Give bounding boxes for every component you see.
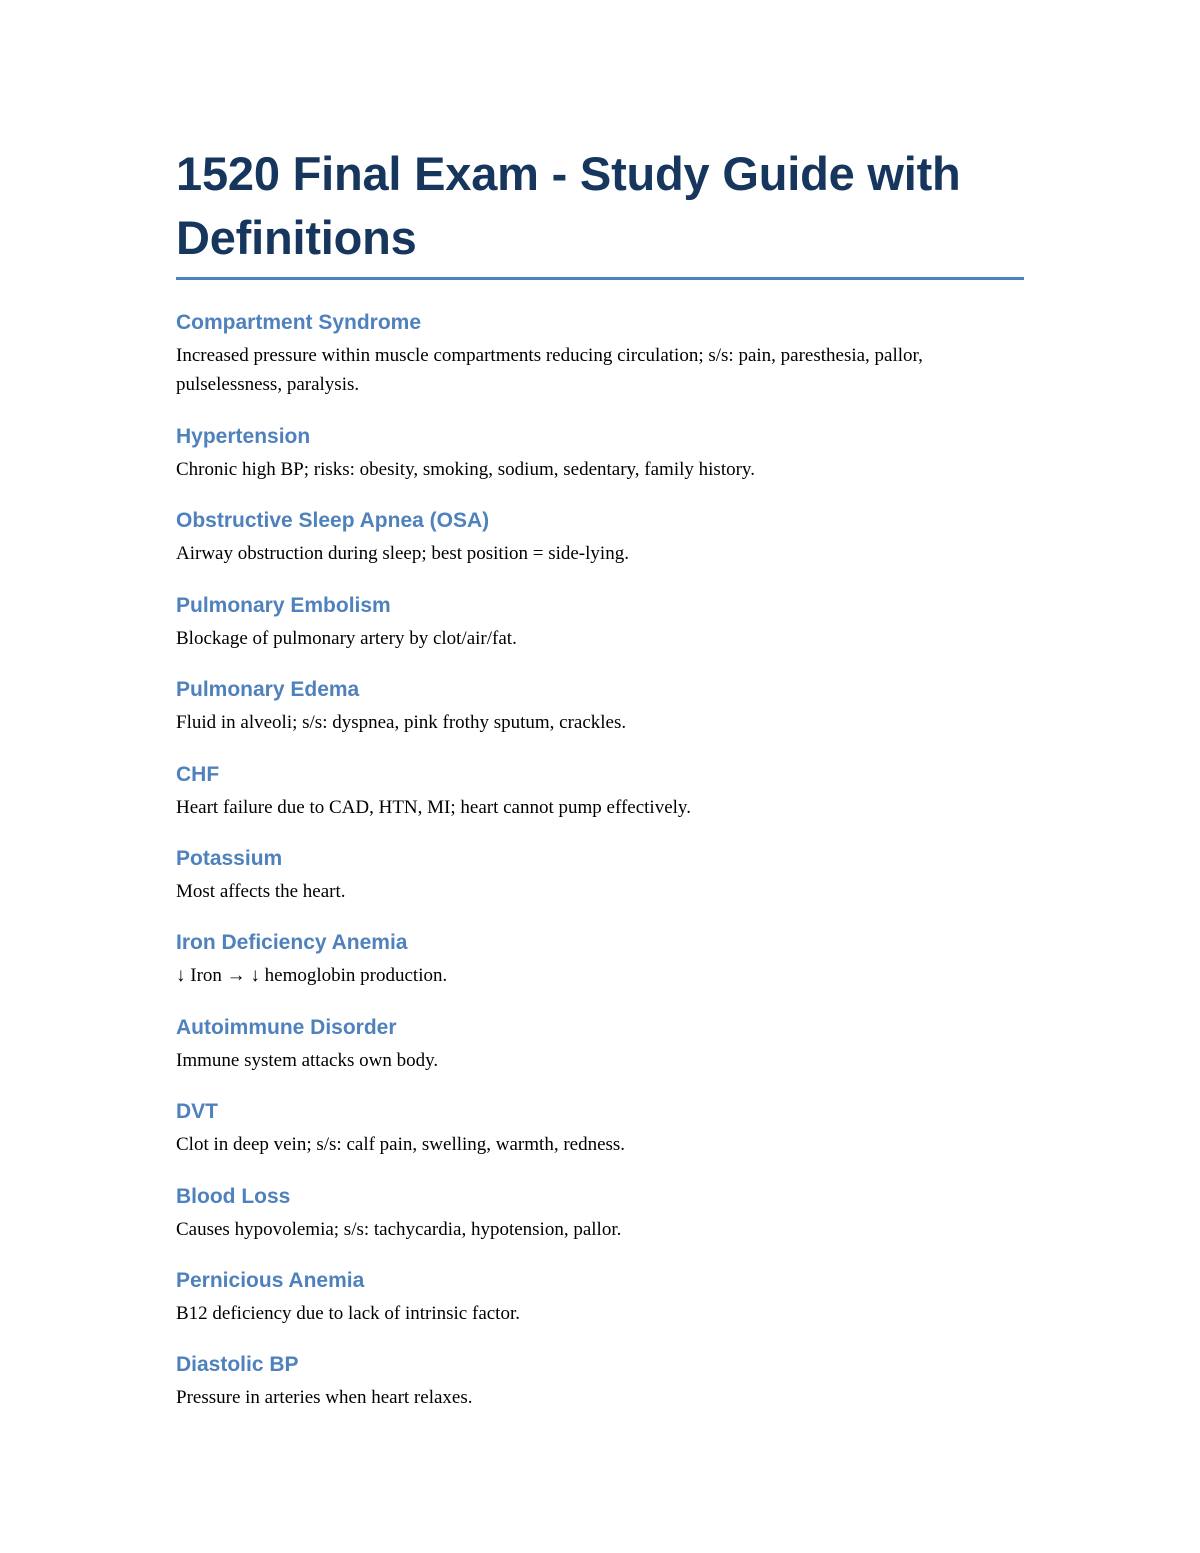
definition-entry xyxy=(176,844,1026,928)
term-heading: Pulmonary Embolism xyxy=(176,593,391,617)
definition-entry xyxy=(176,675,1026,759)
term-definition: Blockage of pulmonary artery by clot/air/fat. xyxy=(176,627,517,649)
term-heading: Blood Loss xyxy=(176,1184,291,1208)
term-definition: Most affects the heart. xyxy=(176,880,346,902)
term-definition: Pressure in arteries when heart relaxes. xyxy=(176,1387,473,1409)
definition-entry xyxy=(176,422,1026,506)
term-heading: Obstructive Sleep Apnea (OSA) xyxy=(176,509,490,533)
term-definition: Airway obstruction during sleep; best position = side-lying. xyxy=(176,543,629,565)
term-heading: Pernicious Anemia xyxy=(176,1268,365,1292)
term-heading: Hypertension xyxy=(176,425,311,448)
term-heading: Pulmonary Edema xyxy=(176,678,360,702)
term-heading: CHF xyxy=(176,762,220,786)
term-heading: Potassium xyxy=(176,846,283,870)
term-definition: Increased pressure within muscle compartments reducing circulation; s/s: pain, paresthesia, pallor, pulselessness, paralysis. xyxy=(176,345,923,395)
term-heading: Compartment Syndrome xyxy=(176,311,422,334)
title-underline xyxy=(176,277,1024,280)
definition-list xyxy=(176,308,1026,1435)
document-title: 1520 Final Exam - Study Guide with Definitions xyxy=(176,147,961,264)
term-definition: B12 deficiency due to lack of intrinsic factor. xyxy=(176,1302,520,1324)
term-definition: Fluid in alveoli; s/s: dyspnea, pink frothy sputum, crackles. xyxy=(176,712,627,734)
definition-entry xyxy=(176,506,1026,590)
term-definition: Clot in deep vein; s/s: calf pain, swelling, warmth, redness. xyxy=(176,1134,626,1156)
document-page xyxy=(176,142,1026,1435)
term-heading: DVT xyxy=(176,1100,218,1124)
term-definition: Causes hypovolemia; s/s: tachycardia, hypotension, pallor. xyxy=(176,1218,622,1240)
definition-entry xyxy=(176,591,1026,675)
term-heading: Autoimmune Disorder xyxy=(176,1015,397,1039)
definition-entry xyxy=(176,1097,1026,1181)
term-definition: Immune system attacks own body. xyxy=(176,1049,439,1071)
definition-entry xyxy=(176,1182,1026,1266)
term-heading: Diastolic BP xyxy=(176,1353,299,1377)
term-heading: Iron Deficiency Anemia xyxy=(176,931,408,955)
term-definition: ↓ Iron → ↓ hemoglobin production. xyxy=(176,965,448,987)
definition-entry xyxy=(176,308,1026,422)
definition-entry xyxy=(176,760,1026,844)
definition-entry xyxy=(176,1350,1026,1434)
definition-entry xyxy=(176,1013,1026,1097)
term-definition: Chronic high BP; risks: obesity, smoking, sodium, sedentary, family history. xyxy=(176,459,755,480)
term-definition: Heart failure due to CAD, HTN, MI; heart cannot pump effectively. xyxy=(176,796,691,818)
definition-entry xyxy=(176,928,1026,1012)
definition-entry xyxy=(176,1266,1026,1350)
